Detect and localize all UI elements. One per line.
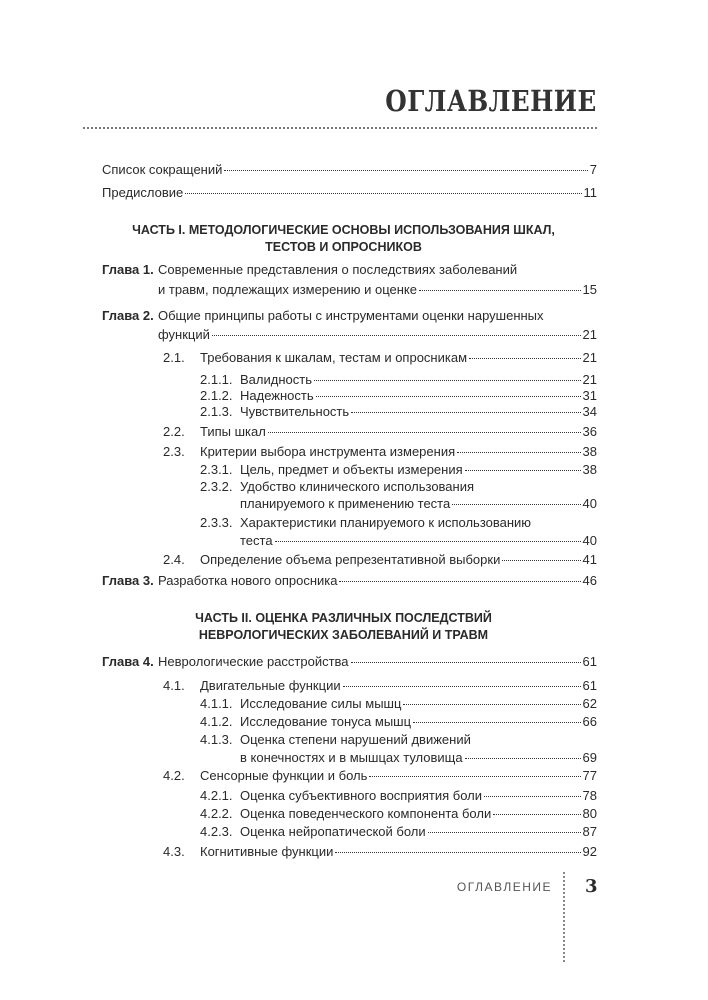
toc-line[interactable]	[200, 552, 597, 568]
toc-page-number: 69	[582, 750, 597, 765]
toc-line[interactable]	[158, 654, 597, 670]
toc-entry-text: Исследование тонуса мышц	[240, 714, 412, 729]
toc-entry-text: Чувствительность	[240, 404, 350, 419]
toc-line[interactable]	[240, 515, 597, 531]
toc-entry-text: Характеристики планируемого к использованию	[240, 515, 532, 530]
section-number: 4.2.1.	[200, 788, 233, 803]
toc-entry-text: Цель, предмет и объекты измерения	[240, 462, 463, 477]
toc-page-number: 61	[582, 654, 597, 669]
toc-line[interactable]	[240, 732, 597, 748]
toc-line[interactable]	[200, 424, 597, 440]
running-header: ОГЛАВЛЕНИЕ	[456, 880, 552, 894]
toc-page-number: 11	[583, 185, 597, 200]
toc-page-number: 21	[582, 350, 597, 365]
toc-page-number: 38	[582, 462, 597, 477]
toc-line[interactable]	[240, 404, 597, 420]
toc-entry-text: и травм, подлежащих измерению и оценке	[158, 282, 417, 297]
toc-line[interactable]	[240, 750, 597, 766]
dot-leader	[275, 541, 581, 542]
toc-line[interactable]	[240, 714, 597, 730]
section-number: 4.2.3.	[200, 824, 233, 839]
toc-entry-text: Предисловие	[102, 185, 184, 200]
toc-line[interactable]	[102, 162, 597, 178]
dot-leader	[493, 814, 580, 815]
dot-leader	[339, 581, 580, 582]
dot-leader	[369, 776, 580, 777]
toc-page-number: 34	[582, 404, 597, 419]
toc-page-number: 78	[582, 788, 597, 803]
toc-line[interactable]	[240, 496, 597, 512]
part-heading: ЧАСТЬ I. МЕТОДОЛОГИЧЕСКИЕ ОСНОВЫ ИСПОЛЬЗОВАНИЯ ШКАЛ,	[132, 223, 555, 237]
toc-entry-text: Критерии выбора инструмента измерения	[200, 444, 456, 459]
toc-page-number: 31	[582, 388, 597, 403]
toc-entry-text: Требования к шкалам, тестам и опросникам	[200, 350, 468, 365]
dot-leader	[351, 662, 581, 663]
part-heading: ТЕСТОВ И ОПРОСНИКОВ	[265, 240, 422, 254]
toc-entry-text: Определение объема репрезентативной выборки	[200, 552, 501, 567]
section-number: 4.1.3.	[200, 732, 233, 747]
part-heading: ЧАСТЬ II. ОЦЕНКА РАЗЛИЧНЫХ ПОСЛЕДСТВИЙ	[195, 611, 492, 625]
toc-entry-text: Надежность	[240, 388, 314, 403]
section-number: 2.4.	[163, 552, 185, 567]
toc-page-number: 41	[582, 552, 597, 567]
toc-line[interactable]	[240, 824, 597, 840]
toc-page-number: 46	[582, 573, 597, 588]
dot-leader	[316, 396, 581, 397]
chapter-label: Глава 3.	[102, 573, 154, 588]
title-divider	[83, 127, 597, 129]
toc-page-number: 66	[582, 714, 597, 729]
toc-line[interactable]	[158, 327, 597, 343]
dot-leader	[343, 686, 581, 687]
toc-entry-text: Валидность	[240, 372, 312, 387]
toc-entry-text: Разработка нового опросника	[158, 573, 338, 588]
toc-page-number: 40	[582, 533, 597, 548]
toc-line[interactable]	[200, 350, 597, 366]
dot-leader	[428, 832, 581, 833]
toc-entry-text: Сенсорные функции и боль	[200, 768, 368, 783]
dot-leader	[185, 193, 581, 194]
toc-line[interactable]	[240, 479, 597, 495]
toc-line[interactable]	[240, 788, 597, 804]
toc-page-number: 87	[582, 824, 597, 839]
dot-leader	[403, 704, 580, 705]
toc-line[interactable]	[240, 533, 597, 549]
dot-leader	[502, 560, 580, 561]
toc-line[interactable]	[200, 444, 597, 460]
toc-page-number: 61	[582, 678, 597, 693]
toc-entry-text: Оценка степени нарушений движений	[240, 732, 471, 747]
chapter-label: Глава 2.	[102, 308, 154, 323]
dot-leader	[465, 470, 581, 471]
section-number: 2.1.3.	[200, 404, 233, 419]
dot-leader	[351, 412, 580, 413]
dot-leader	[457, 452, 580, 453]
dot-leader	[452, 504, 580, 505]
toc-line[interactable]	[200, 844, 597, 860]
dot-leader	[268, 432, 581, 433]
section-number: 4.1.1.	[200, 696, 233, 711]
toc-entry-text: Неврологические расстройства	[158, 654, 349, 669]
section-number: 2.1.1.	[200, 372, 233, 387]
section-number: 2.2.	[163, 424, 185, 439]
toc-line[interactable]	[102, 185, 597, 201]
toc-line[interactable]	[240, 462, 597, 478]
dot-leader	[469, 358, 581, 359]
part-heading: НЕВРОЛОГИЧЕСКИХ ЗАБОЛЕВАНИЙ И ТРАВМ	[198, 628, 489, 642]
toc-page-number: 7	[589, 162, 597, 177]
section-number: 2.1.	[163, 350, 185, 365]
dot-leader	[465, 758, 581, 759]
toc-entry-text: Оценка поведенческого компонента боли	[240, 806, 492, 821]
toc-line[interactable]	[158, 308, 597, 324]
dot-leader	[224, 170, 587, 171]
toc-page-number: 62	[582, 696, 597, 711]
toc-page-number: 40	[582, 496, 597, 511]
toc-line[interactable]	[200, 678, 597, 694]
footer-divider	[563, 872, 565, 962]
section-number: 4.3.	[163, 844, 185, 859]
toc-entry-text: Исследование силы мышц	[240, 696, 402, 711]
page-title: ОГЛАВЛЕНИЕ	[385, 84, 597, 118]
section-number: 2.3.3.	[200, 515, 233, 530]
toc-entry-text: Двигательные функции	[200, 678, 341, 693]
toc-page-number: 36	[582, 424, 597, 439]
section-number: 4.2.	[163, 768, 185, 783]
toc-line[interactable]	[240, 806, 597, 822]
toc-line[interactable]	[240, 388, 597, 404]
chapter-label: Глава 1.	[102, 262, 154, 277]
toc-entry-text: Когнитивные функции	[200, 844, 334, 859]
toc-entry-text: Общие принципы работы с инструментами оценки нарушенных	[158, 308, 544, 323]
toc-line[interactable]	[158, 573, 597, 589]
section-number: 2.3.1.	[200, 462, 233, 477]
dot-leader	[335, 852, 580, 853]
toc-entry-text: Оценка нейропатической боли	[240, 824, 426, 839]
section-number: 4.1.	[163, 678, 185, 693]
toc-page-number: 38	[582, 444, 597, 459]
toc-entry-text: Удобство клинического использования	[240, 479, 475, 494]
toc-entry-text: планируемого к применению теста	[240, 496, 451, 511]
toc-entry-text: Типы шкал	[200, 424, 266, 439]
toc-entry-text: в конечностях и в мышцах туловища	[240, 750, 463, 765]
toc-line[interactable]	[158, 282, 597, 298]
toc-entry-text: Современные представления о последствиях заболеваний	[158, 262, 518, 277]
toc-entry-text: Оценка субъективного восприятия боли	[240, 788, 482, 803]
toc-line[interactable]	[240, 696, 597, 712]
chapter-label: Глава 4.	[102, 654, 154, 669]
toc-page-number: 21	[582, 372, 597, 387]
toc-line[interactable]	[240, 372, 597, 388]
toc-page-number: 15	[582, 282, 597, 297]
toc-entry-text: Список сокращений	[102, 162, 223, 177]
toc-entry-text: теста	[240, 533, 273, 548]
section-number: 2.3.2.	[200, 479, 233, 494]
section-number: 2.1.2.	[200, 388, 233, 403]
toc-entry-text: функций	[158, 327, 210, 342]
toc-line[interactable]	[158, 262, 597, 278]
dot-leader	[419, 290, 581, 291]
toc-page-number: 21	[582, 327, 597, 342]
toc-page-number: 77	[582, 768, 597, 783]
dot-leader	[484, 796, 581, 797]
dot-leader	[413, 722, 581, 723]
section-number: 4.2.2.	[200, 806, 233, 821]
toc-page-number: 80	[582, 806, 597, 821]
section-number: 2.3.	[163, 444, 185, 459]
dot-leader	[212, 335, 581, 336]
toc-line[interactable]	[200, 768, 597, 784]
page-number: 3	[585, 876, 598, 897]
section-number: 4.1.2.	[200, 714, 233, 729]
dot-leader	[314, 380, 581, 381]
toc-page-number: 92	[582, 844, 597, 859]
